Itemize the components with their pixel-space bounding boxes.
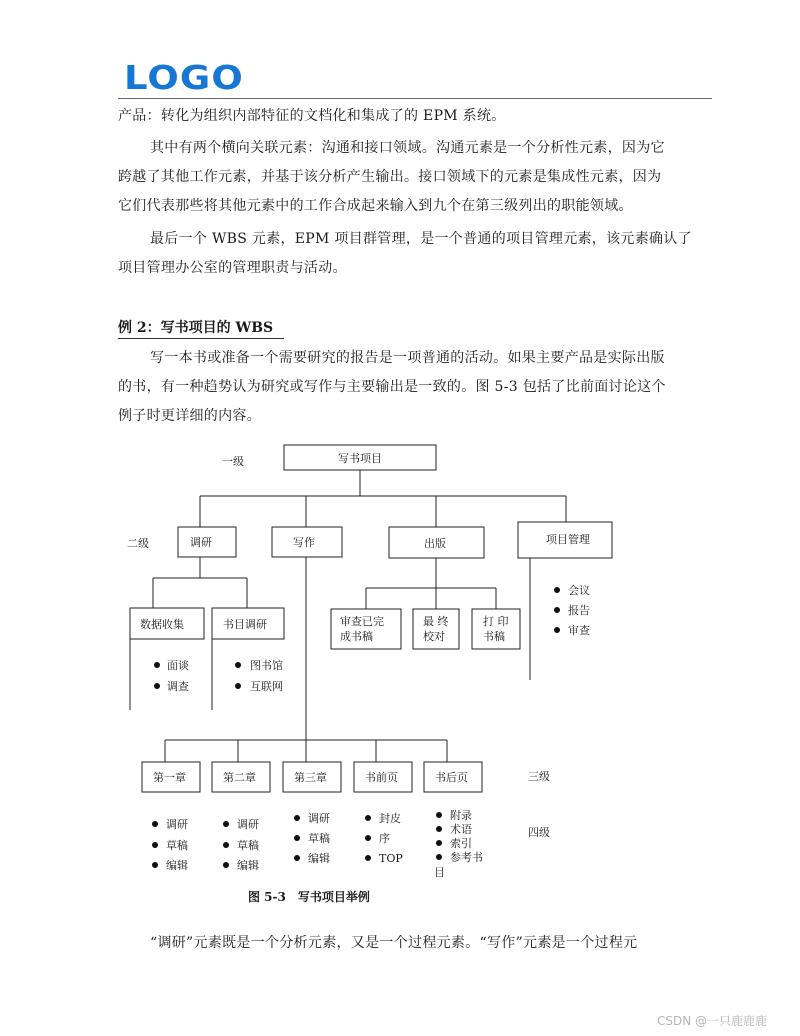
- front-bullet-2: 序: [379, 832, 390, 845]
- section-heading: 例 2：写书项目的 WBS: [118, 320, 274, 336]
- paragraph-3-line-1: 最后一个 WBS 元素，EPM 项目群管理，是一个普通的项目管理元素，该元素确认了: [150, 231, 692, 247]
- figure-caption: 图 5-3 写书项目举例: [248, 890, 370, 904]
- ch1-bullet-2: 草稿: [166, 839, 188, 852]
- chapter-3-label: 第三章: [294, 771, 327, 784]
- bullet-survey: 调查: [167, 680, 189, 693]
- front-bullet-1: 封皮: [379, 812, 401, 825]
- chapter-2-label: 第二章: [223, 771, 256, 784]
- paragraph-3-line-2: 项目管理办公室的管理职责与活动。: [118, 260, 347, 276]
- back-bullet-3: 索引: [450, 837, 472, 850]
- paragraph-4-line-2: 的书，有一种趋势认为研究或写作与主要输出是一致的。图 5-3 包括了比前面讨论这个: [118, 379, 666, 395]
- ch3-bullet-3: 编辑: [308, 852, 330, 865]
- ch3-bullet-1: 调研: [308, 812, 330, 825]
- paragraph-4-line-1: 写一本书或准备一个需要研究的报告是一项普通的活动。如果主要产品是实际出版: [150, 350, 665, 366]
- data-collection-label: 数据收集: [140, 618, 184, 631]
- proofread-label-2: 校对: [423, 630, 445, 643]
- ch2-bullet-2: 草稿: [237, 839, 259, 852]
- review-label-2: 成书稿: [340, 630, 373, 643]
- label-level-4: 四级: [528, 826, 550, 839]
- print-label-2: 书稿: [483, 630, 505, 643]
- paragraph-5-line-1: “调研”元素既是一个分析元素，又是一个过程元素。“写作”元素是一个过程元: [150, 935, 638, 951]
- back-bullet-1: 附录: [450, 809, 472, 822]
- label-level-3: 三级: [528, 770, 550, 783]
- paragraph-2-line-2: 跨越了其他工作元素，并基于该分析产生输出。接口领域下的元素是集成性元素，因为: [118, 169, 662, 185]
- paragraph-4-line-3: 例子时更详细的内容。: [118, 408, 261, 424]
- print-label-1: 打 印: [483, 615, 509, 628]
- label-level-1: 一级: [222, 455, 244, 468]
- back-matter-label: 书后页: [435, 771, 468, 784]
- back-bullet-4: 参考书: [450, 851, 483, 864]
- back-bullet-tail: 目: [434, 866, 445, 879]
- bullet-internet: 互联网: [250, 680, 283, 693]
- paragraph-2-line-3: 它们代表那些将其他元素中的工作合成起来输入到九个在第三级列出的职能领域。: [118, 198, 633, 214]
- proofread-label-1: 最 终: [423, 615, 449, 628]
- ch1-bullet-1: 调研: [166, 818, 188, 831]
- review-label-1: 审查已完: [340, 615, 384, 628]
- research-label: 调研: [190, 536, 212, 549]
- bullet-report: 报告: [568, 604, 590, 617]
- label-level-2: 二级: [127, 537, 149, 550]
- bullet-meeting: 会议: [568, 584, 590, 597]
- bullet-review: 审查: [568, 624, 590, 637]
- bullet-interview: 面谈: [167, 659, 189, 672]
- paragraph-product-line: 产品：转化为组织内部特征的文档化和集成了的 EPM 系统。: [118, 108, 506, 124]
- bibliography-label: 书目调研: [223, 618, 267, 631]
- root-label: 写书项目: [338, 452, 382, 465]
- watermark: CSDN @一只鹿鹿鹿: [657, 1014, 768, 1028]
- paragraph-2-line-1: 其中有两个横向关联元素：沟通和接口领域。沟通元素是一个分析性元素，因为它: [150, 140, 665, 156]
- front-matter-label: 书前页: [365, 771, 398, 784]
- pm-label: 项目管理: [546, 533, 590, 546]
- logo: LOGO: [124, 58, 244, 97]
- back-bullet-2: 术语: [450, 823, 472, 836]
- front-bullet-3: TOP: [379, 852, 403, 865]
- chapter-1-label: 第一章: [153, 771, 186, 784]
- ch2-bullet-1: 调研: [237, 818, 259, 831]
- bullet-library: 图书馆: [250, 659, 283, 672]
- ch2-bullet-3: 编辑: [237, 859, 259, 872]
- writing-label: 写作: [293, 536, 315, 549]
- ch1-bullet-3: 编辑: [166, 859, 188, 872]
- publish-label: 出版: [424, 537, 446, 550]
- ch3-bullet-2: 草稿: [308, 832, 330, 845]
